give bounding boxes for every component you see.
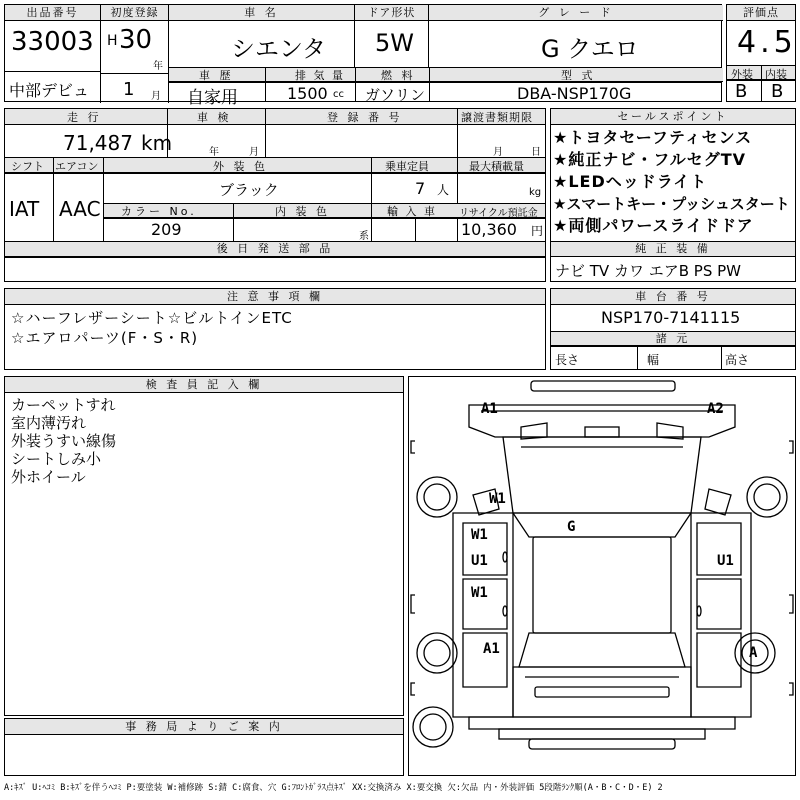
caution-block xyxy=(4,288,546,370)
displacement-label: 排 気 量 xyxy=(295,69,345,82)
damage-mark: U1 xyxy=(717,553,734,569)
exterior-label: 外装 xyxy=(731,68,753,81)
reg-number-label: 登 録 番 号 xyxy=(327,111,403,124)
equipment-list: ナビ TV カワ エアB PS PW xyxy=(555,262,741,280)
fuel-label: 燃 料 xyxy=(381,69,416,82)
capacity-label: 乗車定員 xyxy=(385,160,429,173)
reg-year: 30 xyxy=(119,25,153,55)
color-no-label: カラー No. xyxy=(121,205,197,218)
mileage-label: 走 行 xyxy=(67,111,102,124)
mileage: 71,487 xyxy=(63,131,133,155)
inspector-label: 検 査 員 記 入 欄 xyxy=(5,377,403,393)
fuel: ガソリン xyxy=(365,86,426,104)
damage-mark: W1 xyxy=(471,585,488,601)
max-load-unit: kg xyxy=(529,187,542,198)
caution-line: ☆ハーフレザーシート☆ビルトインETC xyxy=(11,309,293,327)
dimensions-label: 諸 元 xyxy=(551,332,795,346)
mileage-unit: km xyxy=(141,131,173,155)
door-cell xyxy=(355,5,429,67)
grade: G クエロ xyxy=(541,35,639,63)
car-outline xyxy=(409,377,795,775)
import-label: 輸 入 車 xyxy=(387,205,437,218)
damage-mark: A2 xyxy=(707,401,724,417)
recycle-fee: 10,360 xyxy=(461,220,517,239)
grade-label: グ レ ー ド xyxy=(429,5,723,21)
width-label: 幅 xyxy=(647,353,660,367)
interior-grade: B xyxy=(771,81,784,102)
first-reg-label: 初度登録 xyxy=(101,5,168,21)
length-label: 長さ xyxy=(555,353,580,367)
inspection-year: 年 xyxy=(209,147,219,158)
score-label: 評価点 xyxy=(727,5,795,21)
int-color-label: 内 装 色 xyxy=(275,205,330,218)
inspection-label: 車 検 xyxy=(197,111,232,124)
lot-label: 出品番号 xyxy=(5,5,100,21)
transfer-label: 譲渡書類期限 xyxy=(461,111,533,124)
damage-mark: G xyxy=(567,519,576,535)
car-name: シエンタ xyxy=(231,35,327,63)
model-label: 型 式 xyxy=(561,69,596,82)
caution-label: 注 意 事 項 欄 xyxy=(5,289,545,305)
door-label: ドア形状 xyxy=(355,5,428,21)
legend: A:ｷｽﾞ U:ﾍｺﾐ B:ｷｽﾞを伴うﾍｺﾐ P:要塗装 W:補修跡 S:錆 C:腐食、穴 G:ﾌﾛﾝﾄｶﾞﾗｽ点ｷｽﾞ XX:交換済み X:要交換 欠:欠品 内・外装評価 5段階ﾗﾝｸ順(A・B・C・D・E) 2 xyxy=(4,783,663,793)
color-label: 外 装 色 xyxy=(213,160,268,173)
recycle-unit: 円 xyxy=(531,224,544,238)
spec-block xyxy=(4,108,546,282)
capacity-unit: 人 xyxy=(437,183,450,197)
later-parts-label: 後 日 発 送 部 品 xyxy=(5,242,545,257)
office-block xyxy=(4,718,404,776)
year-unit: 年 xyxy=(153,61,163,72)
sales-point-item: ★スマートキー・プッシュスタート xyxy=(553,195,790,213)
score-block xyxy=(726,4,796,102)
shift: IAT xyxy=(9,197,40,221)
damage-mark: W1 xyxy=(471,527,488,543)
score: 4.5 xyxy=(737,25,797,60)
int-color-unit: 系 xyxy=(359,231,369,242)
inspection-month: 月 xyxy=(249,147,259,158)
history: 自家用 xyxy=(187,88,238,108)
displacement: 1500 xyxy=(287,84,328,103)
inspector-line: 外装うすい線傷 xyxy=(11,432,117,450)
sales-points-label: セールスポイント xyxy=(551,109,795,125)
chassis-number: NSP170-7141115 xyxy=(601,308,741,327)
sales-point-item: ★トヨタセーフティセンス xyxy=(553,128,753,147)
first-reg-cell xyxy=(101,5,169,103)
venue: 中部デビュ xyxy=(9,81,90,100)
displacement-unit: cc xyxy=(333,89,344,100)
damage-mark: W1 xyxy=(489,491,506,507)
car-name-label: 車 名 xyxy=(169,5,354,21)
damage-diagram xyxy=(408,376,796,776)
chassis-block xyxy=(550,288,796,370)
lot-cell xyxy=(5,5,101,71)
damage-mark: A1 xyxy=(483,641,500,657)
exterior-grade: B xyxy=(735,81,748,102)
interior-label: 内装 xyxy=(765,68,787,81)
color-number: 209 xyxy=(151,220,182,239)
sales-point-item: ★LEDヘッドライト xyxy=(553,172,708,191)
air-conditioner: AAC xyxy=(59,197,101,221)
damage-mark: A xyxy=(749,645,758,661)
door-type: 5W xyxy=(375,29,414,57)
reg-month: 1 xyxy=(123,79,135,100)
history-label: 車 歴 xyxy=(199,69,234,82)
sales-point-item: ★両側パワースライドドア xyxy=(553,216,754,235)
era: H xyxy=(107,33,118,49)
inspector-line: シートしみ小 xyxy=(11,450,102,468)
model-code: DBA-NSP170G xyxy=(517,84,632,103)
height-label: 高さ xyxy=(725,353,750,367)
transfer-day: 日 xyxy=(531,147,541,158)
inspector-line: 外ホイール xyxy=(11,468,86,486)
damage-mark: A1 xyxy=(481,401,498,417)
equipment-label: 純 正 装 備 xyxy=(551,242,795,257)
chassis-label: 車 台 番 号 xyxy=(551,289,795,305)
max-load-label: 最大積載量 xyxy=(469,160,524,173)
damage-mark: U1 xyxy=(471,553,488,569)
grade-cell xyxy=(429,5,723,67)
ac-label: エアコン xyxy=(55,160,99,173)
car-name-cell xyxy=(169,5,355,67)
exterior-color: ブラック xyxy=(219,181,279,199)
shift-label: シフト xyxy=(11,160,44,173)
sales-points-block xyxy=(550,108,796,282)
transfer-month: 月 xyxy=(493,147,503,158)
inspector-line: カーペットすれ xyxy=(11,396,116,414)
inspector-block xyxy=(4,376,404,716)
recycle-label: リサイクル預託金 xyxy=(459,208,538,219)
sales-point-item: ★純正ナビ・フルセグTV xyxy=(553,150,747,169)
capacity: 7 xyxy=(415,179,426,198)
month-unit: 月 xyxy=(151,91,161,102)
lot-number: 33003 xyxy=(11,27,94,57)
venue-cell xyxy=(5,71,101,103)
caution-line: ☆エアロパーツ(F・S・R) xyxy=(11,329,199,347)
inspector-line: 室内薄汚れ xyxy=(11,414,87,432)
office-label: 事 務 局 よ り ご 案 内 xyxy=(5,719,403,735)
header-block xyxy=(4,4,722,108)
